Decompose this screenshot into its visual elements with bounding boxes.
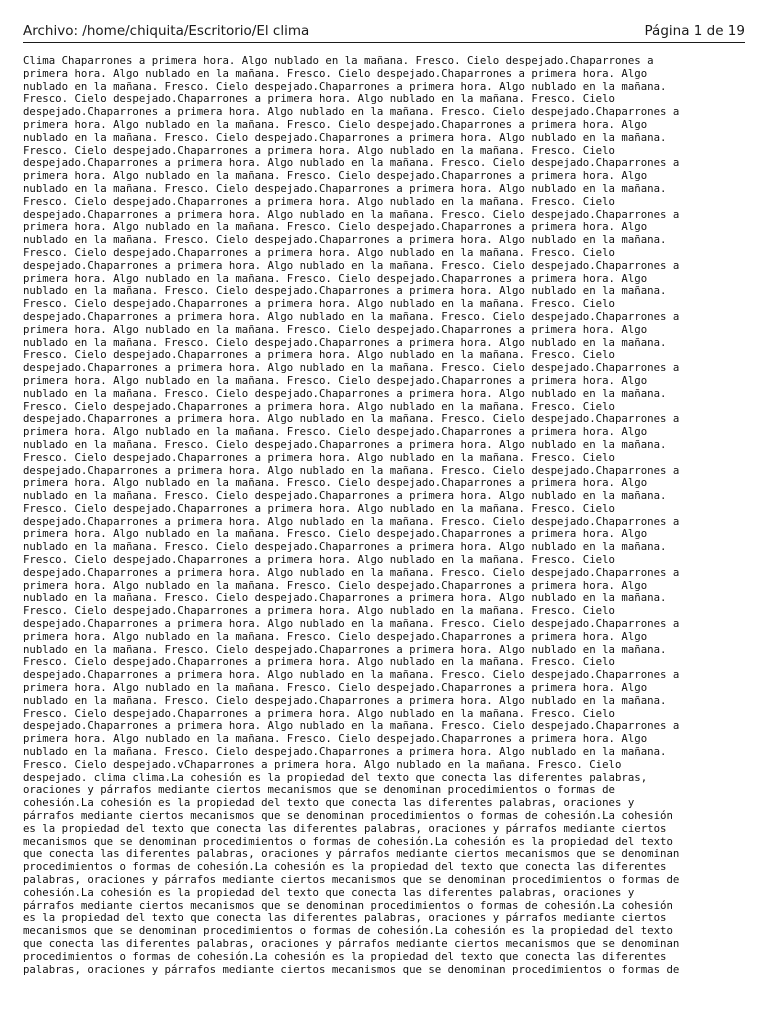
text-line: despejado.Chaparrones a primera hora. Algo nublado en la mañana. Fresco. Cielo despejado.Chaparrones a (23, 668, 680, 682)
text-line: nublado en la mañana. Fresco. Cielo despejado.Chaparrones a primera hora. Algo nublado en la mañana. (23, 693, 667, 707)
text-line: es la propiedad del texto que conecta las diferentes palabras, oraciones y párrafos mediante ciertos (23, 821, 667, 835)
text-line: primera hora. Algo nublado en la mañana. Fresco. Cielo despejado.Chaparrones a primera hora. Algo (23, 732, 648, 746)
text-line: despejado.Chaparrones a primera hora. Algo nublado en la mañana. Fresco. Cielo despejado.Chaparrones a (23, 309, 680, 323)
text-line: que conecta las diferentes palabras, oraciones y párrafos mediante ciertos mecanismos que se denominan (23, 936, 680, 950)
text-line: primera hora. Algo nublado en la mañana. Fresco. Cielo despejado.Chaparrones a primera hora. Algo (23, 681, 648, 695)
text-line: Fresco. Cielo despejado.Chaparrones a primera hora. Algo nublado en la mañana. Fresco. Cielo (23, 245, 615, 259)
text-line: primera hora. Algo nublado en la mañana. Fresco. Cielo despejado.Chaparrones a primera hora. Algo (23, 220, 648, 234)
text-line: procedimientos o formas de cohesión.La cohesión es la propiedad del texto que conecta las diferentes (23, 949, 667, 963)
text-line: nublado en la mañana. Fresco. Cielo despejado.Chaparrones a primera hora. Algo nublado en la mañana. (23, 79, 667, 93)
text-line: Fresco. Cielo despejado.Chaparrones a primera hora. Algo nublado en la mañana. Fresco. Cielo (23, 399, 615, 413)
page-indicator: Página 1 de 19 (644, 23, 745, 39)
text-line: despejado.Chaparrones a primera hora. Algo nublado en la mañana. Fresco. Cielo despejado.Chaparrones a (23, 565, 680, 579)
page-header (23, 21, 745, 41)
text-line: primera hora. Algo nublado en la mañana. Fresco. Cielo despejado.Chaparrones a primera hora. Algo (23, 476, 648, 490)
text-line: Fresco. Cielo despejado.Chaparrones a primera hora. Algo nublado en la mañana. Fresco. Cielo (23, 143, 615, 157)
text-line: párrafos mediante ciertos mecanismos que se denominan procedimientos o formas de cohesión.La cohesión (23, 898, 673, 912)
text-line: primera hora. Algo nublado en la mañana. Fresco. Cielo despejado.Chaparrones a primera hora. Algo (23, 578, 648, 592)
text-line: despejado.Chaparrones a primera hora. Algo nublado en la mañana. Fresco. Cielo despejado.Chaparrones a (23, 617, 680, 631)
text-line: Fresco. Cielo despejado.Chaparrones a primera hora. Algo nublado en la mañana. Fresco. Cielo (23, 92, 615, 106)
text-line: primera hora. Algo nublado en la mañana. Fresco. Cielo despejado.Chaparrones a primera hora. Algo (23, 169, 648, 183)
text-line: palabras, oraciones y párrafos mediante ciertos mecanismos que se denominan procedimientos o formas de (23, 962, 680, 976)
text-line: despejado.Chaparrones a primera hora. Algo nublado en la mañana. Fresco. Cielo despejado.Chaparrones a (23, 361, 680, 375)
text-line: Fresco. Cielo despejado.Chaparrones a primera hora. Algo nublado en la mañana. Fresco. Cielo (23, 450, 615, 464)
text-line: primera hora. Algo nublado en la mañana. Fresco. Cielo despejado.Chaparrones a primera hora. Algo (23, 425, 648, 439)
text-line: primera hora. Algo nublado en la mañana. Fresco. Cielo despejado.Chaparrones a primera hora. Algo (23, 66, 648, 80)
text-line: nublado en la mañana. Fresco. Cielo despejado.Chaparrones a primera hora. Algo nublado en la mañana. (23, 540, 667, 554)
text-line: Fresco. Cielo despejado.Chaparrones a primera hora. Algo nublado en la mañana. Fresco. Cielo (23, 706, 615, 720)
text-line: despejado.Chaparrones a primera hora. Algo nublado en la mañana. Fresco. Cielo despejado.Chaparrones a (23, 156, 680, 170)
text-line: primera hora. Algo nublado en la mañana. Fresco. Cielo despejado.Chaparrones a primera hora. Algo (23, 117, 648, 131)
text-line: nublado en la mañana. Fresco. Cielo despejado.Chaparrones a primera hora. Algo nublado en la mañana. (23, 130, 667, 144)
text-line: es la propiedad del texto que conecta las diferentes palabras, oraciones y párrafos mediante ciertos (23, 911, 667, 925)
text-line: despejado.Chaparrones a primera hora. Algo nublado en la mañana. Fresco. Cielo despejado.Chaparrones a (23, 412, 680, 426)
text-line: Fresco. Cielo despejado.Chaparrones a primera hora. Algo nublado en la mañana. Fresco. Cielo (23, 655, 615, 669)
document-body (23, 55, 745, 976)
text-line: nublado en la mañana. Fresco. Cielo despejado.Chaparrones a primera hora. Algo nublado en la mañana. (23, 386, 667, 400)
text-line: primera hora. Algo nublado en la mañana. Fresco. Cielo despejado.Chaparrones a primera hora. Algo (23, 322, 648, 336)
text-line: Fresco. Cielo despejado.Chaparrones a primera hora. Algo nublado en la mañana. Fresco. Cielo (23, 194, 615, 208)
text-line: mecanismos que se denominan procedimientos o formas de cohesión.La cohesión es la propiedad del texto (23, 834, 673, 848)
text-line: despejado. clima clima.La cohesión es la propiedad del texto que conecta las diferentes palabras, (23, 770, 648, 784)
text-line: cohesión.La cohesión es la propiedad del texto que conecta las diferentes palabras, oraciones y (23, 796, 635, 810)
text-line: Fresco. Cielo despejado.Chaparrones a primera hora. Algo nublado en la mañana. Fresco. Cielo (23, 501, 615, 515)
text-line: Fresco. Cielo despejado.Chaparrones a primera hora. Algo nublado en la mañana. Fresco. Cielo (23, 604, 615, 618)
text-line: despejado.Chaparrones a primera hora. Algo nublado en la mañana. Fresco. Cielo despejado.Chaparrones a (23, 105, 680, 119)
text-line: procedimientos o formas de cohesión.La cohesión es la propiedad del texto que conecta las diferentes (23, 860, 667, 874)
text-line: nublado en la mañana. Fresco. Cielo despejado.Chaparrones a primera hora. Algo nublado en la mañana. (23, 745, 667, 759)
text-line: nublado en la mañana. Fresco. Cielo despejado.Chaparrones a primera hora. Algo nublado en la mañana. (23, 335, 667, 349)
text-line: Fresco. Cielo despejado.Chaparrones a primera hora. Algo nublado en la mañana. Fresco. Cielo (23, 348, 615, 362)
text-line: nublado en la mañana. Fresco. Cielo despejado.Chaparrones a primera hora. Algo nublado en la mañana. (23, 591, 667, 605)
text-line: primera hora. Algo nublado en la mañana. Fresco. Cielo despejado.Chaparrones a primera hora. Algo (23, 527, 648, 541)
text-line: mecanismos que se denominan procedimientos o formas de cohesión.La cohesión es la propiedad del texto (23, 924, 673, 938)
text-line: palabras, oraciones y párrafos mediante ciertos mecanismos que se denominan procedimientos o formas de (23, 873, 680, 886)
text-line: despejado.Chaparrones a primera hora. Algo nublado en la mañana. Fresco. Cielo despejado.Chaparrones a (23, 207, 680, 221)
text-line: primera hora. Algo nublado en la mañana. Fresco. Cielo despejado.Chaparrones a primera hora. Algo (23, 629, 648, 643)
text-line: nublado en la mañana. Fresco. Cielo despejado.Chaparrones a primera hora. Algo nublado en la mañana. (23, 437, 667, 451)
text-line: nublado en la mañana. Fresco. Cielo despejado.Chaparrones a primera hora. Algo nublado en la mañana. (23, 233, 667, 247)
text-line: primera hora. Algo nublado en la mañana. Fresco. Cielo despejado.Chaparrones a primera hora. Algo (23, 271, 648, 285)
text-line: Clima Chaparrones a primera hora. Algo nublado en la mañana. Fresco. Cielo despejado.Chaparrones a (23, 54, 654, 67)
text-line: despejado.Chaparrones a primera hora. Algo nublado en la mañana. Fresco. Cielo despejado.Chaparrones a (23, 463, 680, 477)
file-path: Archivo: /home/chiquita/Escritorio/El clima (23, 23, 310, 39)
text-line: despejado.Chaparrones a primera hora. Algo nublado en la mañana. Fresco. Cielo despejado.Chaparrones a (23, 258, 680, 272)
text-line: nublado en la mañana. Fresco. Cielo despejado.Chaparrones a primera hora. Algo nublado en la mañana. (23, 642, 667, 656)
text-line: cohesión.La cohesión es la propiedad del texto que conecta las diferentes palabras, oraciones y (23, 885, 635, 899)
text-line: Fresco. Cielo despejado.vChaparrones a primera hora. Algo nublado en la mañana. Fresco. Cielo (23, 757, 622, 771)
text-line: nublado en la mañana. Fresco. Cielo despejado.Chaparrones a primera hora. Algo nublado en la mañana. (23, 284, 667, 298)
text-line: oraciones y párrafos mediante ciertos mecanismos que se denominan procedimientos o formas de (23, 783, 615, 797)
text-line: nublado en la mañana. Fresco. Cielo despejado.Chaparrones a primera hora. Algo nublado en la mañana. (23, 181, 667, 195)
text-line: Fresco. Cielo despejado.Chaparrones a primera hora. Algo nublado en la mañana. Fresco. Cielo (23, 297, 615, 311)
text-line: párrafos mediante ciertos mecanismos que se denominan procedimientos o formas de cohesión.La cohesión (23, 809, 673, 823)
text-line: despejado.Chaparrones a primera hora. Algo nublado en la mañana. Fresco. Cielo despejado.Chaparrones a (23, 719, 680, 733)
text-line: despejado.Chaparrones a primera hora. Algo nublado en la mañana. Fresco. Cielo despejado.Chaparrones a (23, 514, 680, 528)
header-divider (23, 42, 745, 43)
text-line: nublado en la mañana. Fresco. Cielo despejado.Chaparrones a primera hora. Algo nublado en la mañana. (23, 489, 667, 503)
text-line: Fresco. Cielo despejado.Chaparrones a primera hora. Algo nublado en la mañana. Fresco. Cielo (23, 553, 615, 567)
text-line: que conecta las diferentes palabras, oraciones y párrafos mediante ciertos mecanismos que se denominan (23, 847, 680, 861)
text-line: primera hora. Algo nublado en la mañana. Fresco. Cielo despejado.Chaparrones a primera hora. Algo (23, 373, 648, 387)
